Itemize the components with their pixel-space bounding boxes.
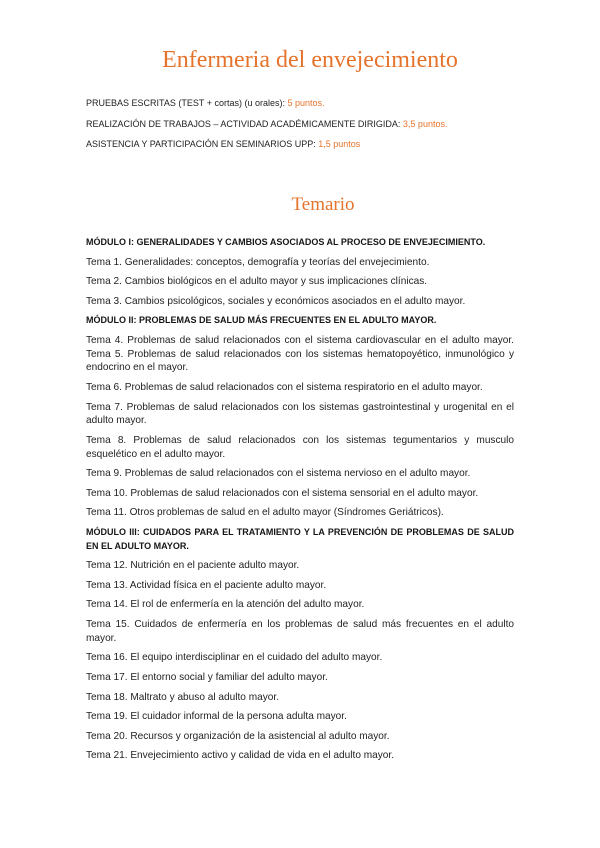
topic-item: Tema 2. Cambios biológicos en el adulto mayor y sus implicaciones clínicas. bbox=[86, 276, 428, 288]
evaluation-points: 1,5 puntos bbox=[318, 139, 361, 149]
topic-item: Tema 5. Problemas de salud relacionados con los sistemas hematopoyético, inmunológico y endocrino en el mayor. bbox=[86, 348, 514, 374]
topic-item: Tema 21. Envejecimiento activo y calidad de vida en el adulto mayor. bbox=[86, 750, 395, 762]
topic-item: Tema 1. Generalidades: conceptos, demografía y teorías del envejecimiento. bbox=[86, 256, 430, 268]
evaluation-label: REALIZACIÓN DE TRABAJOS – ACTIVIDAD ACADÉMICAMENTE DIRIGIDA: bbox=[86, 118, 401, 129]
topic-item: Tema 14. El rol de enfermería en la atención del adulto mayor. bbox=[86, 599, 365, 611]
topic-item: Tema 12. Nutrición en el paciente adulto mayor. bbox=[86, 560, 300, 572]
topic-item: Tema 15. Cuidados de enfermería en los problemas de salud más frecuentes en el adulto mayor. bbox=[86, 619, 514, 644]
syllabus-heading: Temario bbox=[291, 194, 355, 215]
topic-item: Tema 19. El cuidador informal de la persona adulta mayor. bbox=[86, 711, 347, 723]
topic-item: Tema 8. Problemas de salud relacionados con los sistemas tegumentarios y musculo esquelético en el adulto mayor. bbox=[86, 434, 514, 460]
topic-item: Tema 17. El entorno social y familiar del adulto mayor. bbox=[86, 671, 328, 683]
topic-item: Tema 7. Problemas de salud relacionados con los sistemas gastrointestinal y urogenital en el adulto mayor. bbox=[86, 401, 514, 427]
evaluation-points: 3,5 puntos. bbox=[402, 118, 448, 129]
evaluation-label: PRUEBAS ESCRITAS (TEST + cortas) (u orales): bbox=[86, 98, 285, 108]
module-heading: MÓDULO III: CUIDADOS PARA EL TRATAMIENTO Y LA PREVENCIÓN DE PROBLEMAS DE SALUD EN EL ADULTO MAYOR. bbox=[86, 526, 514, 551]
topic-item: Tema 9. Problemas de salud relacionados con el sistema nervioso en el adulto mayor. bbox=[86, 468, 471, 480]
topic-item: Tema 11. Otros problemas de salud en el adulto mayor (Síndromes Geriátricos). bbox=[86, 507, 444, 519]
module-heading: MÓDULO I: GENERALIDADES Y CAMBIOS ASOCIADOS AL PROCESO DE ENVEJECIMIENTO. bbox=[86, 237, 486, 247]
evaluation-item-written-tests bbox=[86, 93, 514, 114]
topic-item: Tema 18. Maltrato y abuso al adulto mayor. bbox=[86, 691, 280, 703]
topic-item: Tema 10. Problemas de salud relacionados con el sistema sensorial en el adulto mayor. bbox=[86, 487, 479, 499]
syllabus-list bbox=[86, 236, 514, 769]
topic-item: Tema 13. Actividad física en el paciente adulto mayor. bbox=[86, 579, 327, 591]
evaluation-item-assignments bbox=[86, 114, 514, 135]
topic-item: Tema 4. Problemas de salud relacionados con el sistema cardiovascular en el adulto mayor. bbox=[86, 334, 514, 346]
document-title: Enfermeria del envejecimiento bbox=[162, 47, 458, 73]
topic-item: Tema 16. El equipo interdisciplinar en el cuidado del adulto mayor. bbox=[86, 652, 383, 664]
evaluation-item-attendance bbox=[86, 134, 514, 155]
topic-item: Tema 3. Cambios psicológicos, sociales y económicos asociados en el adulto mayor. bbox=[86, 295, 466, 307]
evaluation-criteria bbox=[86, 93, 514, 155]
topic-item: Tema 6. Problemas de salud relacionados con el sistema respiratorio en el adulto mayor. bbox=[86, 381, 483, 393]
evaluation-label: ASISTENCIA Y PARTICIPACIÓN EN SEMINARIOS UPP: bbox=[86, 139, 316, 149]
module-heading: MÓDULO II: PROBLEMAS DE SALUD MÁS FRECUENTES EN EL ADULTO MAYOR. bbox=[86, 315, 437, 326]
evaluation-points: 5 puntos. bbox=[287, 98, 325, 108]
topic-item: Tema 20. Recursos y organización de la asistencial al adulto mayor. bbox=[86, 730, 390, 742]
